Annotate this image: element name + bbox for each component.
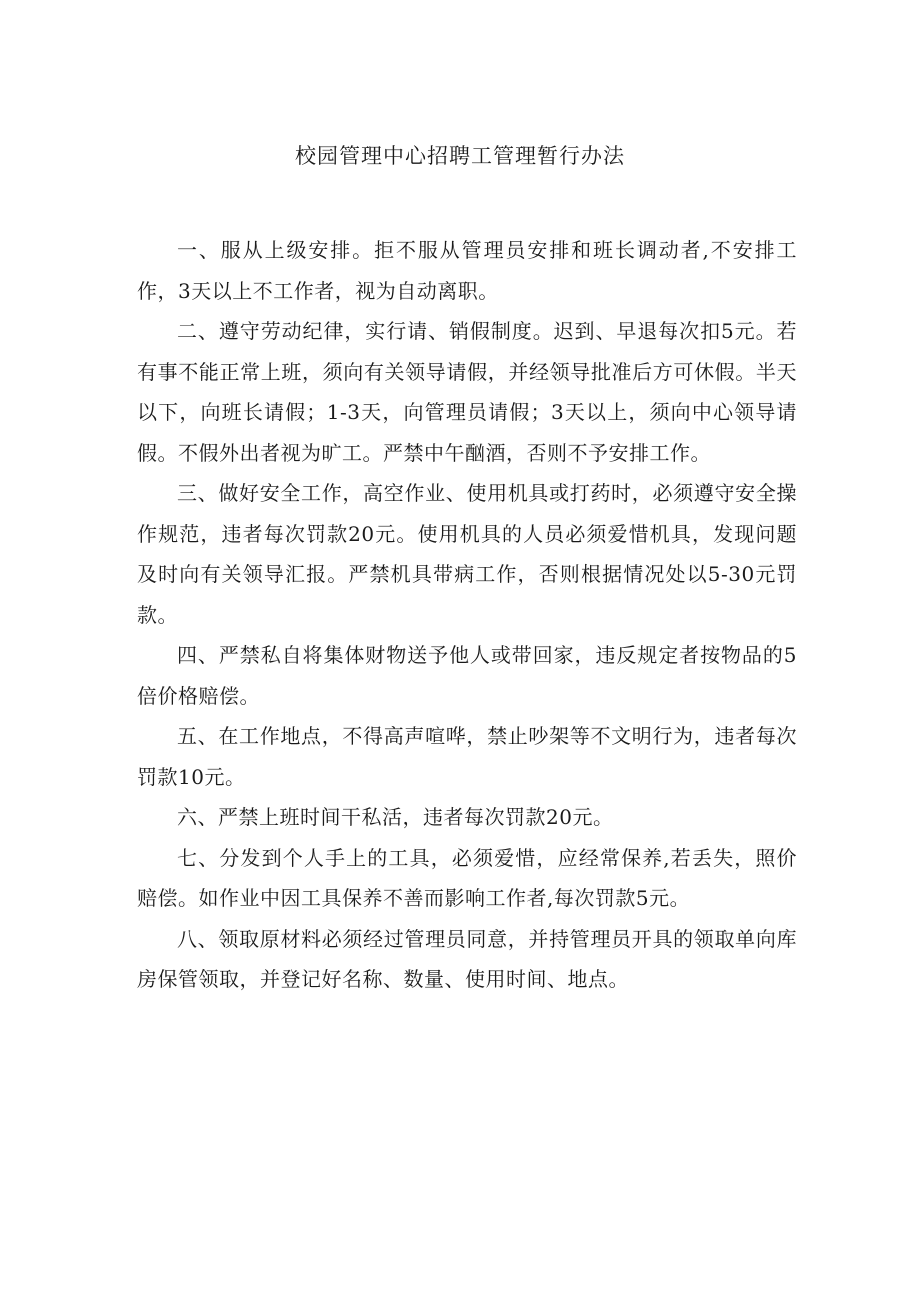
paragraph-2: 二、遵守劳动纪律，实行请、销假制度。迟到、早退每次扣5元。若有事不能正常上班，须向有关领导请假，并经领导批准后方可休假。半天以下，向班长请假；1-3天，向管理员请假；3天以上，须向中心领导请假。不假外出者视为旷工。严禁中午酗酒，否则不予安排工作。 xyxy=(137,319,797,465)
paragraph-4: 四、严禁私自将集体财物送予他人或带回家，违反规定者按物品的5倍价格赔偿。 xyxy=(137,643,797,708)
paragraph-1: 一、服从上级安排。拒不服从管理员安排和班长调动者,不安排工作，3天以上不工作者，视为自动离职。 xyxy=(137,238,797,303)
paragraph-7: 七、分发到个人手上的工具，必须爱惜，应经常保养,若丢失，照价赔偿。如作业中因工具保养不善而影响工作者,每次罚款5元。 xyxy=(137,845,797,910)
paragraph-6: 六、严禁上班时间干私活，违者每次罚款20元。 xyxy=(177,805,614,829)
document-title: 校园管理中心招聘工管理暂行办法 xyxy=(295,144,625,168)
paragraph-8: 八、领取原材料必须经过管理员同意，并持管理员开具的领取单向库房保管领取，并登记好名称、数量、使用时间、地点。 xyxy=(137,926,797,991)
paragraph-5: 五、在工作地点，不得高声喧哗，禁止吵架等不文明行为，违者每次罚款10元。 xyxy=(137,724,797,789)
paragraph-3: 三、做好安全工作，高空作业、使用机具或打药时，必须遵守安全操作规范，违者每次罚款20元。使用机具的人员必须爱惜机具，发现问题及时向有关领导汇报。严禁机具带病工作，否则根据情况处以5-30元罚款。 xyxy=(137,481,797,627)
document-body xyxy=(137,230,797,1000)
